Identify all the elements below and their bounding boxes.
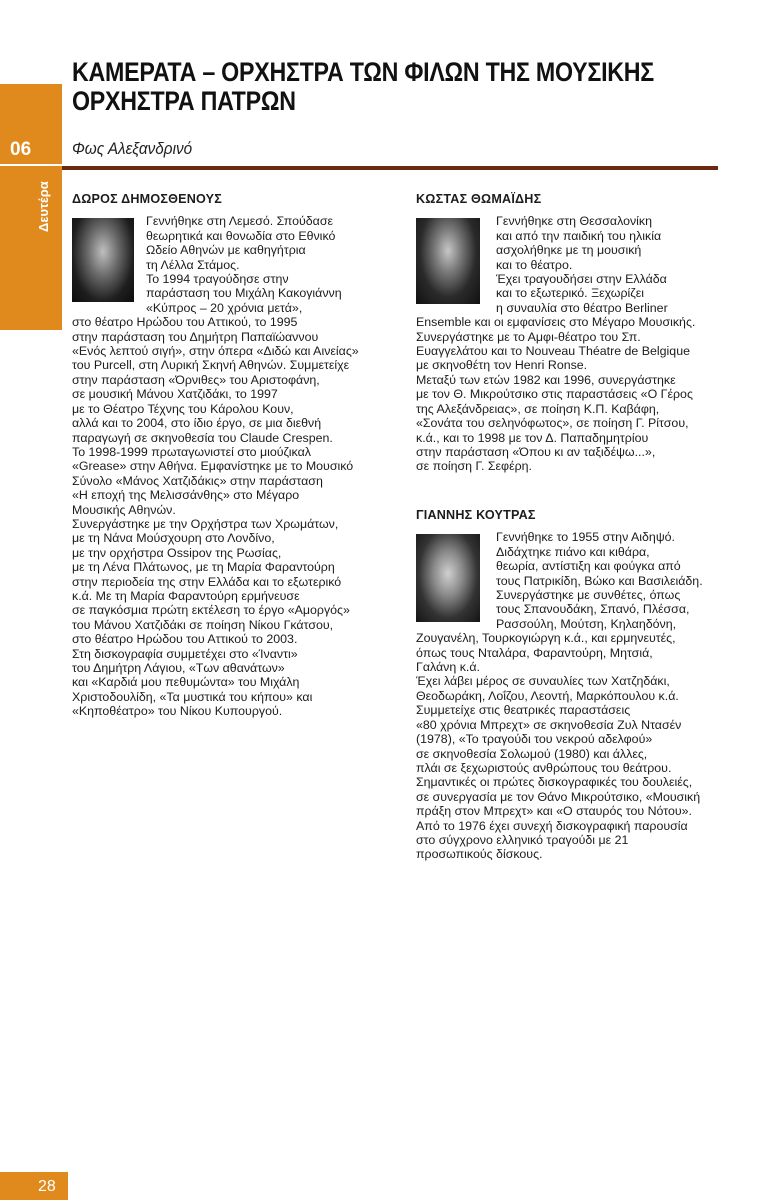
bio-line: Γαλάνη κ.ά. [416,660,480,675]
bio-line: με το Θέατρο Τέχνης του Κάρολου Κουν, [72,401,294,416]
bio-line: όπως τους Νταλάρα, Φαραντούρη, Μητσιά, [416,645,653,660]
bio-line: με τη Λένα Πλάτωνος, με τη Μαρία Φαραντούρη [72,560,335,575]
bio-line: στην παράσταση «Όπου κι αν ταξιδέψω...», [416,444,656,459]
header-divider [62,166,718,170]
bio-line: με την ορχήστρα Ossipov της Ρωσίας, [72,545,282,560]
bio-line: στο θέατρο Ηρώδου του Αττικού το 2003. [72,632,298,647]
artist-photo [416,218,480,304]
bio-line: τους Πατρικίδη, Βώκο και Βασιλειάδη. [496,573,703,588]
bio-line: Το 1994 τραγούδησε στην [146,272,289,287]
bio-line: της Αλεξάνδρειας», σε ποίηση Κ.Π. Καβάφη, [416,401,660,416]
bio-line: Ensemble και οι εμφανίσεις στο Μέγαρο Μουσικής. [416,315,696,330]
bio-line: Έχει λάβει μέρος σε συναυλίες των Χατζηδάκι, [416,674,670,689]
bio-line: με τη Νάνα Μούσχουρη στο Λονδίνο, [72,531,275,546]
page-title [72,58,665,116]
bio-line: Ρασσούλη, Μούτση, Κηλαηδόνη, [496,616,677,631]
bio-line: προσωπικούς δίσκους. [416,847,543,862]
bio-line: «Η εποχή της Μελισσάνθης» στο Μέγαρο [72,488,300,503]
page-number: 28 [38,1178,56,1195]
bio-line: Γεννήθηκε το 1955 στην Αιδηψό. [496,530,675,545]
bio-line: «Κηποθέατρο» του Νίκου Κυπουργού. [72,704,283,719]
bio-line: Σημαντικές οι πρώτες δισκογραφικές του δουλειές, [416,775,693,790]
artist-photo [416,534,480,622]
artist-photo [72,218,134,302]
bio-line: κ.ά. Με τη Μαρία Φαραντούρη ερμήνευσε [72,588,300,603]
title-line-2: ΟΡΧΗΣΤΡΑ ΠΑΤΡΩΝ [72,86,296,116]
bio-line: Στη δισκογραφία συμμετέχει στο «Ίναντι» [72,646,298,661]
bio-line: Μεταξύ των ετών 1982 και 1996, συνεργάστηκε [416,372,676,387]
bio-line: Το 1998-1999 πρωταγωνιστεί στο μιούζικαλ [72,444,311,459]
bio-line: κ.ά., και το 1998 με τον Δ. Παπαδημητρίου [416,430,649,445]
bio-line: του Purcell, στη Λυρική Σκηνή Αθηνών. Συμμετείχε [72,358,350,373]
day-tab [0,170,62,330]
title-line-1: ΚΑΜΕΡΑΤΑ – ΟΡΧΗΣΤΡΑ ΤΩΝ ΦΙΛΩΝ ΤΗΣ ΜΟΥΣΙΚΗΣ [72,57,654,87]
venue-subtitle: Φως Αλεξανδρινό [72,139,193,158]
artist-section-3 [416,508,716,862]
bio-line: Από το 1976 έχει συνεχή δισκογραφική παρουσία [416,818,688,833]
bio-line: «Σονάτα του σεληνόφωτος», σε ποίηση Γ. Ρίτσου, [416,416,689,431]
bio-line: Συνεργάστηκε με συνθέτες, όπως [496,588,681,603]
bio-line: Ωδείο Αθηνών με καθηγήτρια [146,243,306,258]
bio-line: στην παράσταση «Όρνιθες» του Αριστοφάνη, [72,372,320,387]
bio-line: με τον Θ. Μικρούτσικο στις παραστάσεις «Ο Γέρος [416,387,693,402]
bio-line: Έχει τραγουδήσει στην Ελλάδα [496,272,667,287]
day-label: Δευτέρα [36,181,51,232]
bio-line: αλλά και το 2004, στο ίδιο έργο, σε μια διεθνή [72,416,322,431]
bio-line: Μουσικής Αθηνών. [72,502,176,517]
edition-number: 06 [10,139,32,160]
bio-line: ασχολήθηκε με τη μουσική [496,243,642,258]
bio-line: Γεννήθηκε στη Λεμεσό. Σπούδασε [146,214,333,229]
bio-line: «Ενός λεπτού σιγή», στην όπερα «Διδώ και Αινείας» [72,344,359,359]
bio-line: στο θέατρο Ηρώδου του Αττικού, το 1995 [72,315,298,330]
bio-line: Ζουγανέλη, Τουρκογιώργη κ.ά., και ερμηνευτές, [416,631,676,646]
artist-name: ΓΙΑΝΝΗΣ ΚΟΥΤΡΑΣ [416,508,536,522]
bio-line: πλάι σε ξεχωριστούς ανθρώπους του θεάτρου. [416,760,672,775]
bio-line: πράξη στον Μπρεχτ» και «Ο σταυρός του Νότου». [416,804,692,819]
bio-line: τους Σπανουδάκη, Σπανό, Πλέσσα, [496,602,690,617]
bio-line: Ευαγγελάτου και το Nouveau Théatre de Belgique [416,344,690,359]
bio-line: παραγωγή σε σκηνοθεσία του Claude Crespen. [72,430,333,445]
bio-line: σε παγκόσμια πρώτη εκτέλεση το έργο «Αμοργός» [72,603,350,618]
bio-line: Γεννήθηκε στη Θεσσαλονίκη [496,214,653,229]
artist-section-2 [416,192,716,474]
bio-line: τη Λέλλα Στάμος. [146,257,240,272]
bio-line: «Κύπρος – 20 χρόνια μετά», [146,300,303,315]
artist-name: ΚΩΣΤΑΣ ΘΩΜΑΪΔΗΣ [416,192,542,206]
bio-line: (1978), «Το τραγούδι του νεκρού αδελφού» [416,732,653,747]
bio-line: Θεοδωράκη, Λοΐζου, Λεοντή, Μαρκόπουλου κ.ά. [416,688,679,703]
bio-line: και το θέατρο. [496,257,573,272]
bio-line: σε ποίηση Γ. Σεφέρη. [416,459,532,474]
page-number-tab [0,1172,68,1200]
bio-line: και «Καρδιά μου πεθυμώντα» του Μιχάλη [72,675,300,690]
bio-line: θεωρία, αντίστιξη και φούγκα από [496,559,681,574]
bio-line: στην περιοδεία της στην Ελλάδα και το εξωτερικό [72,574,342,589]
bio-line: Διδάχτηκε πιάνο και κιθάρα, [496,544,650,559]
bio-line: Συμμετείχε στις θεατρικές παραστάσεις [416,703,631,718]
bio-line: θεωρητικά και θονωδία στο Εθνικό [146,228,336,243]
bio-line: Συνεργάστηκε με το Αμφι-θέατρο του Σπ. [416,329,641,344]
bio-line: παράσταση του Μιχάλη Κακογιάννη [146,286,342,301]
bio-line: και το εξωτερικό. Ξεχωρίζει [496,286,645,301]
bio-line: στην παράσταση του Δημήτρη Παπαϊώαννου [72,329,319,344]
bio-line: σε συνεργασία με τον Θάνο Μικρούτσικο, «Μουσική [416,789,701,804]
bio-line: σε μουσική Μάνου Χατζιδάκι, το 1997 [72,387,278,402]
artist-name: ΔΩΡΟΣ ΔΗΜΟΣΘΕΝΟΥΣ [72,192,223,206]
bio-line: Χριστοδουλίδη, «Τα μυστικά του κήπου» και [72,689,313,704]
bio-line: «80 χρόνια Μπρεχτ» σε σκηνοθεσία Ζυλ Ντασέν [416,717,682,732]
bio-line: του Μάνου Χατζιδάκι σε ποίηση Νίκου Γκάτσου, [72,617,334,632]
bio-line: «Grease» στην Αθήνα. Εμφανίστηκε με το Μουσικό [72,459,354,474]
bio-line: Σύνολο «Μάνος Χατζιδάκις» στην παράσταση [72,473,323,488]
bio-line: η συναυλία στο θέατρο Berliner [496,300,668,315]
bio-line: του Δημήτρη Λάγιου, «Των αθανάτων» [72,661,285,675]
bio-line: με σκηνοθέτη τον Henri Ronse. [416,358,588,373]
bio-line: σε σκηνοθεσία Σολωμού (1980) και άλλες, [416,746,648,761]
bio-line: και από την παιδική του ηλικία [496,228,662,243]
bio-line: στο σύγχρονο ελληνικό τραγούδι με 21 [416,832,629,847]
artist-section-1 [72,192,380,719]
bio-line: Συνεργάστηκε με την Ορχήστρα των Χρωμάτων, [72,516,339,531]
